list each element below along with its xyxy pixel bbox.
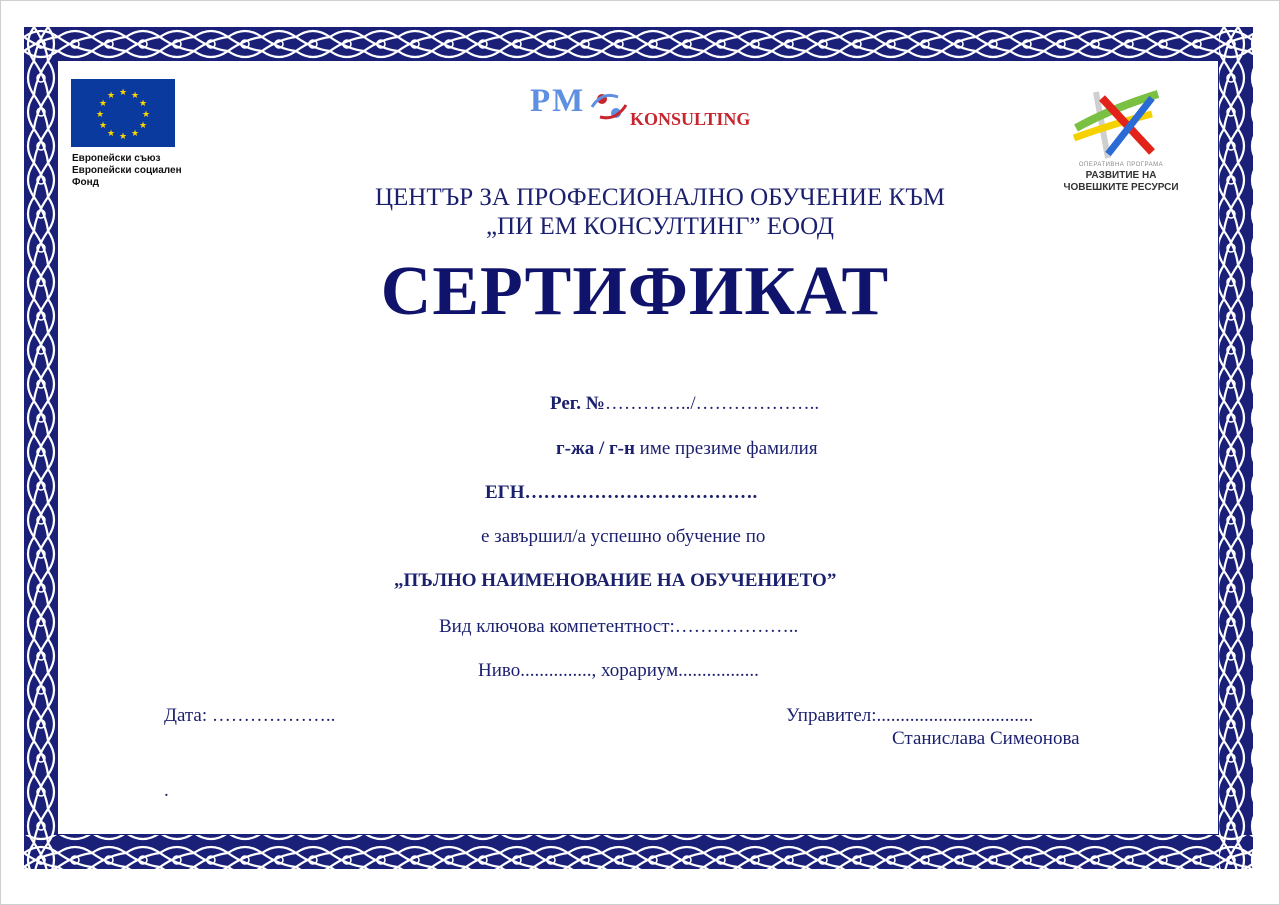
eu-caption-line1: Европейски съюз [72,153,161,164]
manager-line: Управител:................................. [786,705,1034,726]
svg-text:★: ★ [138,98,148,108]
reg-number-line [550,393,819,415]
op-logo-line2: ЧОВЕШКИТЕ РЕСУРСИ [1063,182,1179,193]
trailing-dot: . [164,780,169,801]
person-line [556,438,818,460]
eu-caption [72,153,182,189]
svg-text:★: ★ [141,109,151,119]
reg-number-value: …………../……………….. [604,393,820,414]
svg-text:★: ★ [106,128,116,138]
level-hours-line: Ниво..............., хорариум................. [478,660,759,681]
course-name: „ПЪЛНО НАИМЕНОВАНИЕ НА ОБУЧЕНИЕТО” [394,570,837,591]
eu-caption-line3: Фонд [72,177,100,188]
reg-number-label: Рег. № [550,393,605,414]
person-name-placeholder: име презиме фамилия [634,438,818,459]
op-ribbons-icon [1062,88,1180,162]
eu-stars-icon [71,79,175,147]
pm-swirl-icon [588,87,630,125]
certificate-title: СЕРТИФИКАТ [380,253,890,330]
egn-line: ЕГН………………………………. [485,482,758,503]
svg-text:★: ★ [106,90,116,100]
svg-text:★: ★ [130,128,140,138]
pm-logo-name: KONSULTING [630,109,751,129]
svg-text:★: ★ [138,120,148,130]
svg-text:★: ★ [118,131,128,141]
operational-programme-logo [1062,88,1180,198]
completed-text: е завършил/а успешно обучение по [481,526,766,547]
eu-caption-line2: Европейски социален [72,165,182,176]
op-logo-top-text: ОПЕРАТИВНА ПРОГРАМА [1078,162,1164,168]
center-name-line1: ЦЕНТЪР ЗА ПРОФЕСИОНАЛНО ОБУЧЕНИЕ КЪМ [374,184,946,211]
date-line: Дата: ……………….. [164,705,336,726]
eu-flag-logo [71,79,175,147]
svg-text:★: ★ [95,109,105,119]
manager-name: Станислава Симеонова [892,728,1080,749]
op-logo-line1: РАЗВИТИЕ НА [1085,170,1157,181]
svg-text:★: ★ [118,87,128,97]
svg-text:★: ★ [130,90,140,100]
pm-logo-letters: PM [530,83,586,119]
competence-line: Вид ключова компетентност:……………….. [439,616,799,637]
person-salutation: г-жа / г-н [556,438,635,459]
center-name-line2: „ПИ ЕМ КОНСУЛТИНГ” ЕООД [486,213,834,240]
svg-text:★: ★ [98,98,108,108]
pm-konsulting-logo [530,83,751,133]
svg-text:★: ★ [98,120,108,130]
